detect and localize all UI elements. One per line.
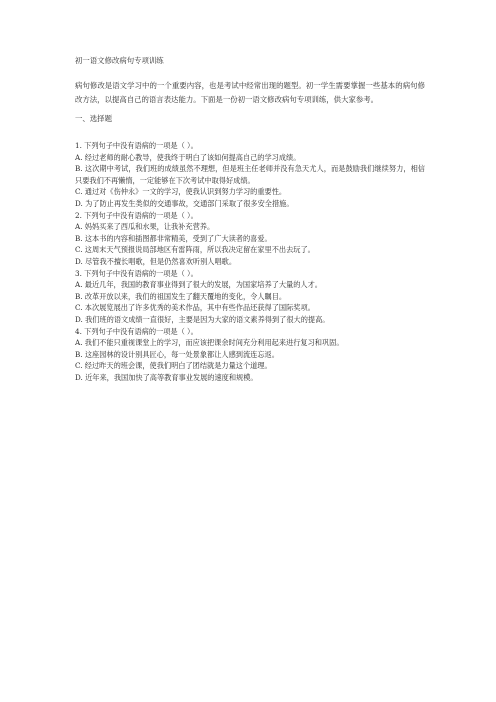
option-a: A. 经过老师的耐心教导，使我终于明白了该如何提高自己的学习成绩。 <box>75 152 301 162</box>
option-c: C. 通过对《伤仲永》一文的学习，使我认识到努力学习的重要性。 <box>75 187 287 197</box>
question-2 <box>75 210 425 268</box>
intro-paragraph: 病句修改是语文学习中的一个重要内容，也是考试中经常出现的题型。初一学生需要掌握一些基本的病句修改方法，以提高自己的语言表达能力。下面是一份初一语文修改病句专项训练，供大家参考。 <box>75 81 425 104</box>
option-b: B. 这次期中考试，我们班的成绩虽然不理想，但是班主任老师并没有急天尤人，而是鼓励我们继续努力，相信只要我们不再懒惰，一定能够在下次考试中取得好成绩。 <box>75 164 425 185</box>
question-stem: 4. 下列句子中没有语病的一项是（ ）。 <box>75 326 198 336</box>
document-title: 初一语文修改病句专项训练 <box>75 56 164 65</box>
question-stem: 3. 下列句子中没有语病的一项是（ ）。 <box>75 268 198 278</box>
question-3 <box>75 268 425 326</box>
question-stem: 2. 下列句子中没有语病的一项是（ ）。 <box>75 210 198 220</box>
option-a: A. 妈妈买来了西瓜和水果，让我补充营养。 <box>75 222 215 232</box>
option-d: D. 尽管我不擅长唱歌，但是仍然喜欢听别人唱歌。 <box>75 256 237 266</box>
option-b: B. 改革开放以来，我们的祖国发生了翻天覆地的变化，令人瞩目。 <box>75 291 287 301</box>
section-heading: 一、选择题 <box>75 114 112 123</box>
document-content <box>75 56 425 383</box>
option-c: C. 本次展览展出了许多优秀的美术作品，其中有些作品还获得了国际奖项。 <box>75 303 315 313</box>
option-c: C. 经过昨天的班会课，使我们明白了团结就是力量这个道理。 <box>75 361 272 371</box>
option-a: A. 最近几年，我国的教育事业得到了很大的发展，为国家培养了大量的人才。 <box>75 280 322 290</box>
option-c: C. 这周末天气预报说局部地区有雷阵雨，所以我决定留在家里不出去玩了。 <box>75 245 315 255</box>
question-stem: 1. 下列句子中没有语病的一项是（ ）。 <box>75 141 198 150</box>
option-b: B. 这本书的内容和插图都非常精美，受到了广大读者的喜爱。 <box>75 233 272 243</box>
question-4 <box>75 326 425 384</box>
option-b: B. 这座园林的设计别具匠心，每一处景象都让人感到流连忘返。 <box>75 349 279 359</box>
option-d: D. 我们班的语文成绩一直很好，主要是因为大家的语文素养得到了很大的提高。 <box>75 314 330 324</box>
option-d: D. 为了防止再发生类似的交通事故，交通部门采取了很多安全措施。 <box>75 198 294 208</box>
option-d: D. 近年来，我国加快了高等教育事业发展的速度和规模。 <box>75 372 258 382</box>
option-a: A. 我们不能只重视课堂上的学习，而应该把课余时间充分利用起来进行复习和巩固。 <box>75 338 344 348</box>
question-1 <box>75 140 425 210</box>
